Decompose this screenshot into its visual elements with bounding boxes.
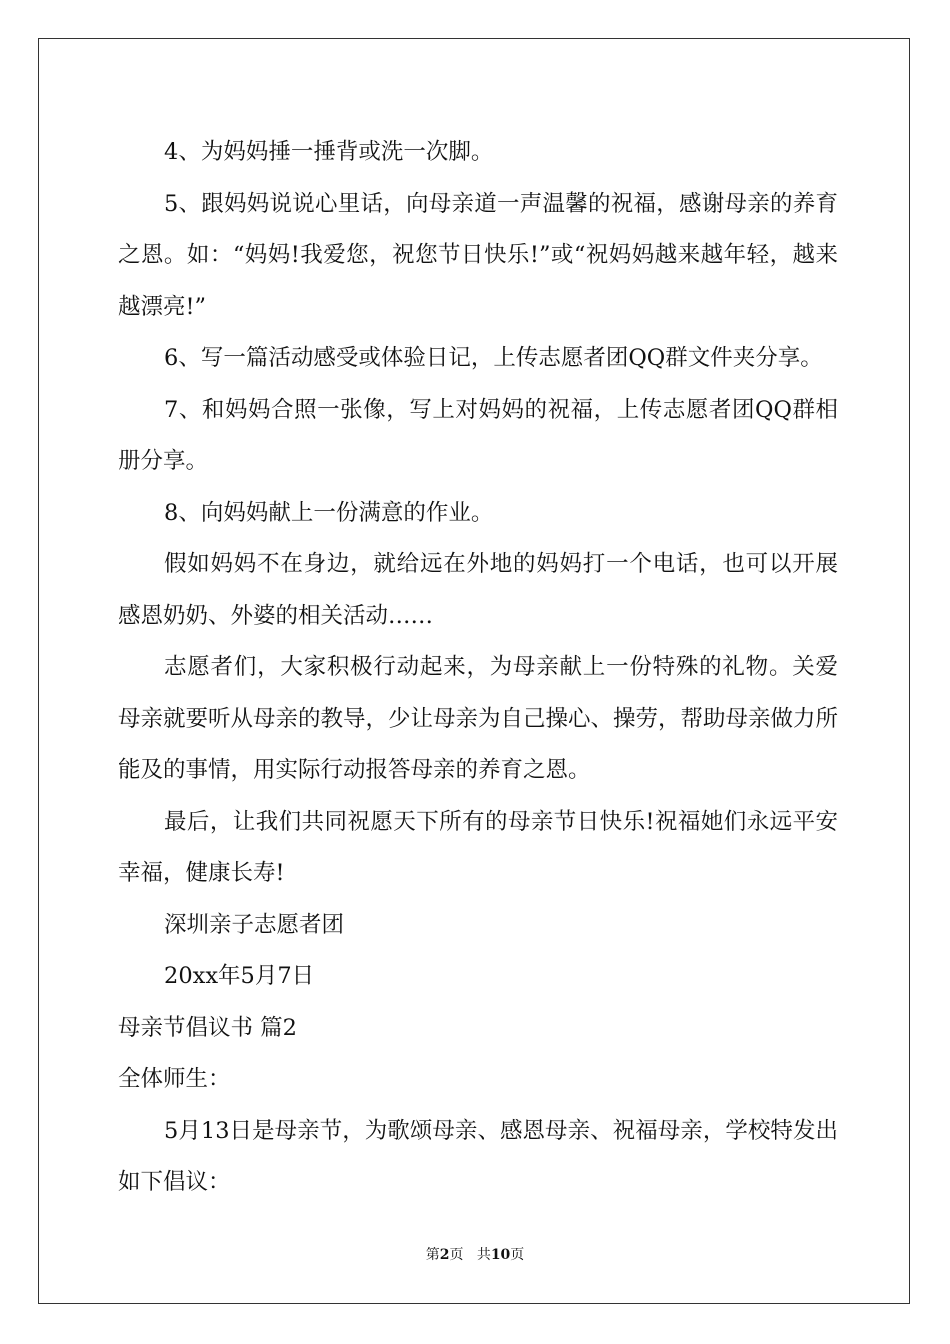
paragraph-intro: 5月13日是母亲节，为歌颂母亲、感恩母亲、祝福母亲，学校特发出如下倡议： — [118, 1117, 838, 1195]
paragraph-item-5: 5、跟妈妈说说心里话，向母亲道一声温馨的祝福，感谢母亲的养育之恩。如：“妈妈!我爱您，祝您节日快乐!”或“祝妈妈越来越年轻，越来越漂亮!” — [118, 190, 838, 320]
paragraph-volunteers-call: 志愿者们，大家积极行动起来，为母亲献上一份特殊的礼物。关爱母亲就要听从母亲的教导，少让母亲为自己操心、操劳，帮助母亲做力所能及的事情，用实际行动报答母亲的养育之恩。 — [118, 654, 839, 783]
footer-total-suffix: 页 — [510, 1247, 525, 1263]
paragraph-item-8: 8、向妈妈献上一份满意的作业。 — [164, 499, 494, 526]
footer-total-pages: 10 — [490, 1247, 511, 1263]
paragraph-item-6: 6、写一篇活动感受或体验日记，上传志愿者团QQ群文件夹分享。 — [164, 345, 823, 371]
salutation: 全体师生： — [118, 1066, 231, 1092]
page-footer — [0, 1244, 950, 1264]
signature-organization: 深圳亲子志愿者团 — [164, 911, 345, 938]
signature-date: 20xx年5月7日 — [164, 963, 315, 989]
footer-total-prefix: 共 — [476, 1247, 491, 1263]
paragraph-absent-mother: 假如妈妈不在身边，就给远在外地的妈妈打一个电话，也可以开展感恩奶奶、外婆的相关活动…… — [118, 551, 838, 629]
footer-page-prefix: 第 — [425, 1247, 440, 1263]
section-title: 母亲节倡议书 篇2 — [118, 1014, 297, 1041]
paragraph-item-7: 7、和妈妈合照一张像，写上对妈妈的祝福，上传志愿者团QQ群相册分享。 — [118, 396, 838, 474]
document-body — [118, 127, 838, 1209]
paragraph-item-4: 4、为妈妈捶一捶背或洗一次脚。 — [164, 139, 494, 165]
footer-page-suffix: 页 — [449, 1247, 464, 1263]
footer-page-number: 2 — [439, 1247, 450, 1263]
paragraph-closing-wish: 最后，让我们共同祝愿天下所有的母亲节日快乐!祝福她们永远平安幸福，健康长寿! — [118, 808, 838, 886]
